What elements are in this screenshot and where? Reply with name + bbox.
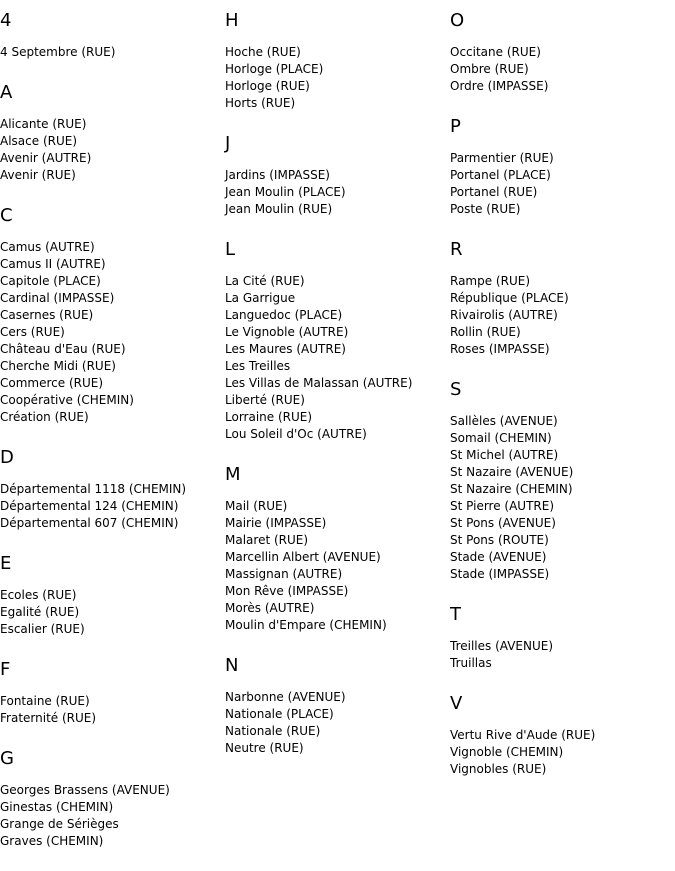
street-name-item: Cherche Midi (RUE) <box>0 359 116 373</box>
letter-section <box>0 10 225 61</box>
street-name-item: Camus II (AUTRE) <box>0 257 106 271</box>
street-name-item: Ombre (RUE) <box>450 62 529 76</box>
street-name-item: Vignoble (CHEMIN) <box>450 745 564 759</box>
section-letter-heading: P <box>450 116 461 137</box>
street-name-item: Départemental 607 (CHEMIN) <box>0 516 179 530</box>
letter-section <box>0 659 225 727</box>
street-name-item: Alicante (RUE) <box>0 117 87 131</box>
street-name-item: Rollin (RUE) <box>450 325 521 339</box>
street-name-item: St Pons (ROUTE) <box>450 533 549 547</box>
street-name-item: Départemental 124 (CHEMIN) <box>0 499 179 513</box>
street-name-item: St Nazaire (CHEMIN) <box>450 482 573 496</box>
street-name-item: Vignobles (RUE) <box>450 762 547 776</box>
street-name-item: Stade (IMPASSE) <box>450 567 550 581</box>
street-name-item: Ecoles (RUE) <box>0 588 77 602</box>
letter-section <box>225 239 450 443</box>
street-name-item: St Michel (AUTRE) <box>450 448 559 462</box>
street-name-item: Les Villas de Malassan (AUTRE) <box>225 376 413 390</box>
street-name-item: Nationale (RUE) <box>225 724 321 738</box>
section-letter-heading: M <box>225 464 241 485</box>
street-name-item: Commerce (RUE) <box>0 376 104 390</box>
street-name-item: Rivairolis (AUTRE) <box>450 308 558 322</box>
street-name-item: Alsace (RUE) <box>0 134 78 148</box>
street-name-item: Nationale (PLACE) <box>225 707 334 721</box>
letter-section <box>0 82 225 184</box>
street-name-item: Massignan (AUTRE) <box>225 567 343 581</box>
street-name-item: Ginestas (CHEMIN) <box>0 800 114 814</box>
street-name-item: Truillas <box>450 656 492 670</box>
street-name-item: Vertu Rive d'Aude (RUE) <box>450 728 596 742</box>
letter-section <box>450 604 675 672</box>
street-name-item: Rampe (RUE) <box>450 274 530 288</box>
street-name-item: Horloge (PLACE) <box>225 62 324 76</box>
section-letter-heading: 4 <box>0 10 12 31</box>
street-name-item: Roses (IMPASSE) <box>450 342 550 356</box>
letter-section <box>450 239 675 358</box>
column-2 <box>225 10 450 778</box>
street-name-item: Narbonne (AVENUE) <box>225 690 346 704</box>
letter-section <box>450 10 675 95</box>
street-name-item: Ordre (IMPASSE) <box>450 79 549 93</box>
street-name-item: Sallèles (AVENUE) <box>450 414 558 428</box>
column-1 <box>0 10 225 871</box>
street-name-item: Cardinal (IMPASSE) <box>0 291 115 305</box>
section-letter-heading: H <box>225 10 239 31</box>
letter-section <box>225 464 450 634</box>
street-name-item: Somail (CHEMIN) <box>450 431 552 445</box>
street-name-item: Le Vignoble (AUTRE) <box>225 325 349 339</box>
street-name-item: Portanel (PLACE) <box>450 168 551 182</box>
street-name-item: Graves (CHEMIN) <box>0 834 104 848</box>
street-name-item: Mon Rêve (IMPASSE) <box>225 584 349 598</box>
street-name-item: Jardins (IMPASSE) <box>225 168 330 182</box>
street-name-item: Mail (RUE) <box>225 499 288 513</box>
street-name-item: Portanel (RUE) <box>450 185 538 199</box>
street-name-item: Les Treilles <box>225 359 291 373</box>
street-name-item: Horloge (RUE) <box>225 79 310 93</box>
street-name-item: Jean Moulin (RUE) <box>225 202 333 216</box>
letter-section <box>450 693 675 778</box>
street-name-item: Départemental 1118 (CHEMIN) <box>0 482 187 496</box>
street-name-item: Occitane (RUE) <box>450 45 541 59</box>
section-letter-heading: C <box>0 205 13 226</box>
section-letter-heading: O <box>450 10 465 31</box>
street-name-item: Liberté (RUE) <box>225 393 305 407</box>
street-name-item: St Pons (AVENUE) <box>450 516 556 530</box>
street-name-item: Casernes (RUE) <box>0 308 94 322</box>
street-name-item: Marcellin Albert (AVENUE) <box>225 550 381 564</box>
street-name-item: Lorraine (RUE) <box>225 410 313 424</box>
street-name-item: Les Maures (AUTRE) <box>225 342 346 356</box>
section-letter-heading: A <box>0 82 13 103</box>
street-name-item: St Nazaire (AVENUE) <box>450 465 574 479</box>
street-name-item: Château d'Eau (RUE) <box>0 342 126 356</box>
section-letter-heading: F <box>0 659 11 680</box>
street-name-item: Malaret (RUE) <box>225 533 309 547</box>
section-letter-heading: J <box>225 133 231 154</box>
letter-section <box>225 133 450 218</box>
section-letter-heading: L <box>225 239 236 260</box>
street-name-item: Moulin d'Empare (CHEMIN) <box>225 618 387 632</box>
column-3 <box>450 10 675 799</box>
street-name-item: Fontaine (RUE) <box>0 694 90 708</box>
street-name-item: La Garrigue <box>225 291 296 305</box>
street-name-item: La Cité (RUE) <box>225 274 305 288</box>
letter-section <box>225 655 450 757</box>
street-name-item: Languedoc (PLACE) <box>225 308 343 322</box>
street-name-item: Morès (AUTRE) <box>225 601 315 615</box>
street-name-item: Neutre (RUE) <box>225 741 304 755</box>
section-letter-heading: V <box>450 693 463 714</box>
street-name-item: Grange de Sérièges <box>0 817 119 831</box>
section-letter-heading: N <box>225 655 239 676</box>
letter-section <box>225 10 450 112</box>
letter-section <box>0 553 225 638</box>
street-name-item: Escalier (RUE) <box>0 622 85 636</box>
section-letter-heading: G <box>0 748 14 769</box>
street-name-item: Stade (AVENUE) <box>450 550 547 564</box>
letter-section <box>450 379 675 583</box>
street-name-item: Coopérative (CHEMIN) <box>0 393 134 407</box>
street-name-item: Capitole (PLACE) <box>0 274 101 288</box>
street-name-item: 4 Septembre (RUE) <box>0 45 116 59</box>
section-letter-heading: S <box>450 379 462 400</box>
street-name-item: République (PLACE) <box>450 291 569 305</box>
letter-section <box>0 447 225 532</box>
street-name-item: Egalité (RUE) <box>0 605 80 619</box>
street-name-item: Hoche (RUE) <box>225 45 301 59</box>
street-name-item: Mairie (IMPASSE) <box>225 516 327 530</box>
section-letter-heading: R <box>450 239 463 260</box>
section-letter-heading: T <box>450 604 461 625</box>
letter-section <box>0 205 225 426</box>
street-name-item: Camus (AUTRE) <box>0 240 95 254</box>
street-name-item: Horts (RUE) <box>225 96 296 110</box>
street-name-item: St Pierre (AUTRE) <box>450 499 555 513</box>
street-name-item: Parmentier (RUE) <box>450 151 554 165</box>
street-name-item: Avenir (AUTRE) <box>0 151 92 165</box>
street-name-item: Georges Brassens (AVENUE) <box>0 783 170 797</box>
street-name-item: Création (RUE) <box>0 410 89 424</box>
letter-section <box>0 748 225 850</box>
letter-section <box>450 116 675 218</box>
street-name-item: Poste (RUE) <box>450 202 521 216</box>
street-name-item: Lou Soleil d'Oc (AUTRE) <box>225 427 367 441</box>
section-letter-heading: E <box>0 553 12 574</box>
street-name-item: Jean Moulin (PLACE) <box>225 185 346 199</box>
street-name-item: Cers (RUE) <box>0 325 65 339</box>
section-letter-heading: D <box>0 447 14 468</box>
street-name-item: Treilles (AVENUE) <box>450 639 554 653</box>
street-name-item: Fraternité (RUE) <box>0 711 97 725</box>
street-name-item: Avenir (RUE) <box>0 168 76 182</box>
